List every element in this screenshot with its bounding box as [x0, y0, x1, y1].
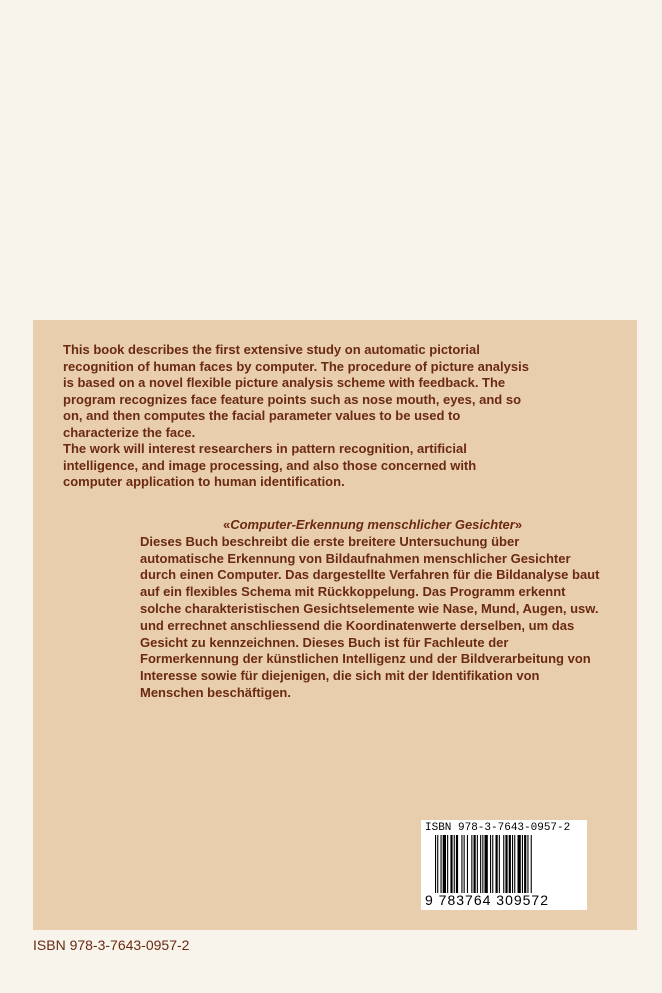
title-open-quote: «	[222, 517, 231, 532]
barcode-bar	[527, 835, 528, 893]
german-body: Dieses Buch beschreibt die erste breitere Untersuchung über automatische Erkennung von Bildaufnahmen menschlicher Gesichter durch einen Computer. Das dargestellte Verfahren für die Bildanalyse baut auf ein flexibles Schema mit Rückkoppelung. Das Programm erkennt solche charakteristischen Gesichtselemente wie Nase, Mund, Augen, usw. und errechnet anschliessend die Koordinatenwerte derselben, um das Gesicht zu kennzeichnen. Dieses Buch ist für Fachleute der Formerkennung der künstlichen Intelligenz und der Bildverarbeitung von Interesse sowie für diejenigen, die sich mit der Identifikation von Menschen beschäftigen.	[140, 533, 600, 700]
barcode-isbn-label: ISBN 978-3-7643-0957-2	[425, 822, 571, 834]
barcode-bar	[477, 835, 478, 893]
english-paragraph-1: This book describes the first extensive study on automatic pictorial recognition of human faces by computer. The procedure of picture analysis is based on a novel flexible picture analysis scheme with feedback. The program recognizes face feature points such as nose mouth, eyes, and so on, and then computes the facial parameter values to be used to characterize the face.	[63, 342, 529, 440]
barcode-bar	[485, 835, 488, 893]
german-description	[140, 517, 605, 702]
barcode-bar	[505, 835, 507, 893]
barcode-bars	[435, 835, 575, 893]
barcode-bar	[456, 835, 458, 893]
barcode-bar	[474, 835, 476, 893]
english-description	[63, 342, 533, 491]
barcode-bar	[514, 835, 515, 893]
barcode-bar	[464, 835, 465, 893]
barcode-digits: 9 783764 309572	[425, 892, 549, 908]
barcode-bar	[454, 835, 455, 893]
english-paragraph-2: The work will interest researchers in pattern recognition, artificial intelligence, and image processing, and also those concerned with computer application to human identification.	[63, 441, 477, 489]
barcode-bar	[509, 835, 511, 893]
barcode-bar	[531, 835, 532, 893]
barcode-bar	[437, 835, 438, 893]
barcode-bar	[471, 835, 472, 893]
barcode-bar	[435, 835, 436, 893]
barcode-bar	[461, 835, 462, 893]
barcode-bar	[522, 835, 523, 893]
barcode-bar	[492, 835, 493, 893]
german-title	[140, 517, 605, 534]
barcode-bar	[524, 835, 526, 893]
barcode-bar	[482, 835, 483, 893]
title-close-quote: »	[514, 517, 523, 532]
barcode-bar	[467, 835, 468, 893]
barcode-bar	[503, 835, 504, 893]
barcode-bar	[441, 835, 442, 893]
barcode-bar	[447, 835, 448, 893]
barcode-bar	[496, 835, 498, 893]
footer-isbn: ISBN 978-3-7643-0957-2	[33, 937, 190, 953]
barcode-bar	[518, 835, 521, 893]
barcode-bar	[480, 835, 481, 893]
german-title-text: Computer-Erkennung menschlicher Gesichter	[230, 517, 515, 532]
barcode-bar	[450, 835, 452, 893]
barcode-bar	[490, 835, 491, 893]
barcode	[421, 820, 587, 910]
barcode-bar	[512, 835, 513, 893]
barcode-bar	[499, 835, 500, 893]
barcode-bar	[443, 835, 446, 893]
